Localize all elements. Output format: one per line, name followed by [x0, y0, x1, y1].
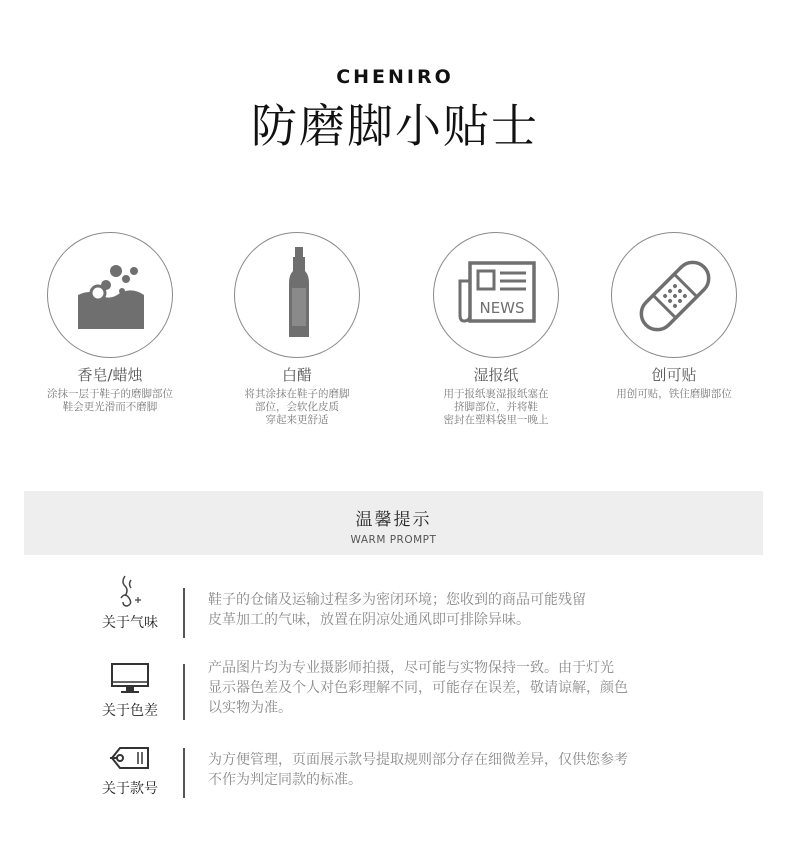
- smell-icon: [113, 572, 147, 610]
- note-icon-block: [90, 744, 170, 798]
- brand-logo: CHENIRO: [336, 66, 454, 88]
- page-title: 防磨脚小贴士: [251, 99, 539, 153]
- tip-name: 湿报纸: [473, 366, 519, 384]
- tip-desc: 用于报纸裹湿报纸塞在 挤脚部位，并将鞋 密封在塑料袋里一晚上: [443, 388, 549, 426]
- warm-prompt-banner: [24, 491, 763, 555]
- note-divider: [183, 748, 185, 798]
- note-divider: [183, 664, 185, 720]
- tip-newspaper: [406, 232, 586, 427]
- note-label: 关于色差: [102, 703, 158, 719]
- banner-subtitle: WARM PROMPT: [350, 534, 437, 546]
- note-divider: [183, 588, 185, 638]
- note-label: 关于气味: [102, 615, 158, 631]
- note-style-number: [90, 744, 690, 804]
- tip-vinegar: [207, 232, 387, 427]
- banner-title: 温馨提示: [355, 510, 432, 530]
- news-icon-text: NEWS: [479, 299, 525, 317]
- note-text: 产品图片均为专业摄影师拍摄，尽可能与实物保持一致。由于灯光 显示器色差及个人对色彩理解不同，可能存在误差，敬请谅解，颜色 以实物为准。: [208, 660, 628, 716]
- tip-circle: [234, 232, 360, 358]
- tip-desc: 将其涂抹在鞋子的磨脚 部位，会软化皮质 穿起来更舒适: [244, 388, 350, 426]
- tip-name: 创可贴: [651, 366, 697, 384]
- soap-icon: [48, 233, 174, 359]
- tip-soap: [20, 232, 200, 414]
- vinegar-bottle-icon: [235, 233, 361, 359]
- tip-circle: [611, 232, 737, 358]
- monitor-icon: [110, 662, 150, 694]
- bandage-icon: [612, 233, 738, 359]
- tip-circle: [433, 232, 559, 358]
- note-text: 为方便管理，页面展示款号提取规则部分存在细微差异，仅供您参考 不作为判定同款的标准。: [208, 752, 628, 788]
- newspaper-icon: [434, 233, 560, 359]
- note-text: 鞋子的仓储及运输过程多为密闭环境；您收到的商品可能残留 皮革加工的气味，放置在阴凉处通风即可排除异味。: [208, 592, 586, 628]
- note-icon-block: [90, 662, 170, 720]
- note-icon-block: [90, 572, 170, 632]
- tip-desc: 涂抹一层于鞋子的磨脚部位 鞋会更光滑而不磨脚: [47, 388, 173, 413]
- tip-name: 白醋: [281, 366, 312, 384]
- tip-desc: 用创可贴，铁住磨脚部位: [616, 388, 732, 400]
- tip-circle: [47, 232, 173, 358]
- tip-bandage: [584, 232, 764, 401]
- tag-icon: [108, 744, 152, 772]
- note-label: 关于款号: [102, 781, 158, 797]
- note-smell: [90, 572, 690, 642]
- note-color: [90, 658, 690, 726]
- tip-name: 香皂/蜡烛: [77, 366, 143, 384]
